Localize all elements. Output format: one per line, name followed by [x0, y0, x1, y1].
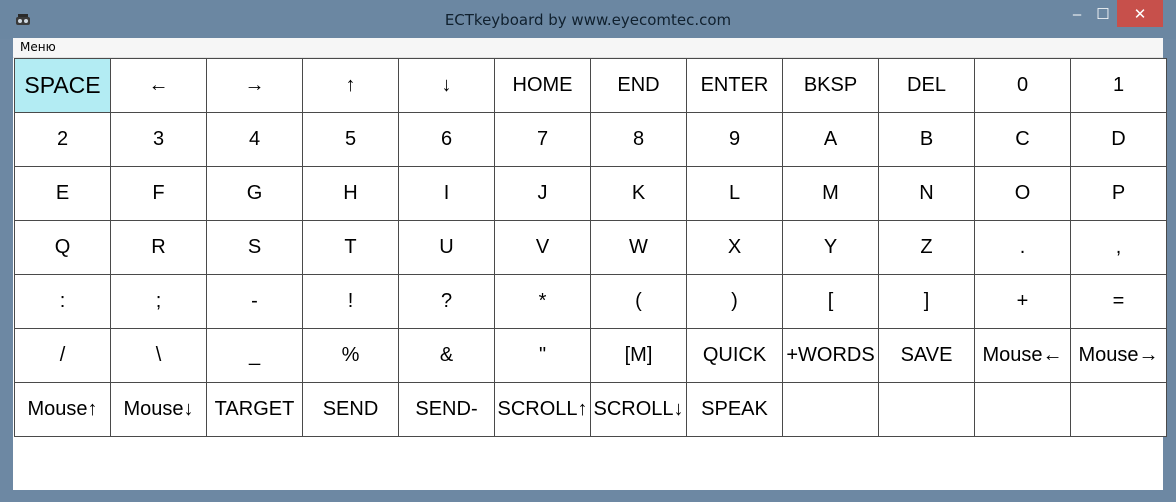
- key[interactable]: 3: [111, 113, 207, 167]
- key[interactable]: P: [1071, 167, 1167, 221]
- key[interactable]: SAVE: [879, 329, 975, 383]
- key[interactable]: Mouse↑: [15, 383, 111, 437]
- key[interactable]: :: [15, 275, 111, 329]
- key[interactable]: R: [111, 221, 207, 275]
- key[interactable]: M: [783, 167, 879, 221]
- key[interactable]: 5: [303, 113, 399, 167]
- key[interactable]: Q: [15, 221, 111, 275]
- key[interactable]: 1: [1071, 59, 1167, 113]
- key[interactable]: Mouse→: [1071, 329, 1167, 383]
- key[interactable]: K: [591, 167, 687, 221]
- key[interactable]: [M]: [591, 329, 687, 383]
- key[interactable]: %: [303, 329, 399, 383]
- key[interactable]: ?: [399, 275, 495, 329]
- key[interactable]: O: [975, 167, 1071, 221]
- key[interactable]: W: [591, 221, 687, 275]
- key[interactable]: ←: [111, 59, 207, 113]
- key[interactable]: 8: [591, 113, 687, 167]
- maximize-button[interactable]: ☐: [1096, 6, 1110, 23]
- key[interactable]: 4: [207, 113, 303, 167]
- empty-key[interactable]: [1071, 383, 1167, 437]
- menu-item-menu[interactable]: Меню: [20, 40, 56, 54]
- key[interactable]: C: [975, 113, 1071, 167]
- key[interactable]: V: [495, 221, 591, 275]
- key[interactable]: *: [495, 275, 591, 329]
- key-grid: [14, 58, 1167, 437]
- key[interactable]: Z: [879, 221, 975, 275]
- key[interactable]: →: [207, 59, 303, 113]
- key[interactable]: SPACE: [15, 59, 111, 113]
- key[interactable]: H: [303, 167, 399, 221]
- key[interactable]: 7: [495, 113, 591, 167]
- key[interactable]: ]: [879, 275, 975, 329]
- key[interactable]: 6: [399, 113, 495, 167]
- key[interactable]: &: [399, 329, 495, 383]
- key[interactable]: ↓: [399, 59, 495, 113]
- window-title: ECTkeyboard by www.eyecomtec.com: [444, 11, 732, 29]
- key[interactable]: (: [591, 275, 687, 329]
- key[interactable]: A: [783, 113, 879, 167]
- key[interactable]: X: [687, 221, 783, 275]
- key[interactable]: N: [879, 167, 975, 221]
- key[interactable]: 2: [15, 113, 111, 167]
- key[interactable]: B: [879, 113, 975, 167]
- close-button[interactable]: ✕: [1117, 0, 1163, 27]
- keyboard-window: [13, 38, 1163, 490]
- key[interactable]: J: [495, 167, 591, 221]
- key[interactable]: .: [975, 221, 1071, 275]
- key[interactable]: ,: [1071, 221, 1167, 275]
- key[interactable]: =: [1071, 275, 1167, 329]
- key[interactable]: T: [303, 221, 399, 275]
- key[interactable]: -: [207, 275, 303, 329]
- key[interactable]: DEL: [879, 59, 975, 113]
- key[interactable]: /: [15, 329, 111, 383]
- key[interactable]: U: [399, 221, 495, 275]
- key[interactable]: +WORDS: [783, 329, 879, 383]
- key[interactable]: D: [1071, 113, 1167, 167]
- title-bar[interactable]: [0, 0, 1176, 39]
- key[interactable]: ↑: [303, 59, 399, 113]
- key[interactable]: [: [783, 275, 879, 329]
- key[interactable]: +: [975, 275, 1071, 329]
- key[interactable]: Mouse←: [975, 329, 1071, 383]
- key[interactable]: 0: [975, 59, 1071, 113]
- key[interactable]: Mouse↓: [111, 383, 207, 437]
- key[interactable]: END: [591, 59, 687, 113]
- key[interactable]: !: [303, 275, 399, 329]
- key[interactable]: SCROLL↑: [495, 383, 591, 437]
- key[interactable]: E: [15, 167, 111, 221]
- empty-key[interactable]: [975, 383, 1071, 437]
- key[interactable]: HOME: [495, 59, 591, 113]
- key[interactable]: BKSP: [783, 59, 879, 113]
- key[interactable]: \: [111, 329, 207, 383]
- empty-key[interactable]: [879, 383, 975, 437]
- key[interactable]: SEND: [303, 383, 399, 437]
- key[interactable]: TARGET: [207, 383, 303, 437]
- key[interactable]: ENTER: [687, 59, 783, 113]
- key[interactable]: SCROLL↓: [591, 383, 687, 437]
- key[interactable]: QUICK: [687, 329, 783, 383]
- key[interactable]: Y: [783, 221, 879, 275]
- minimize-button[interactable]: –: [1072, 5, 1082, 23]
- key[interactable]: _: [207, 329, 303, 383]
- empty-key[interactable]: [783, 383, 879, 437]
- key[interactable]: S: [207, 221, 303, 275]
- key[interactable]: G: [207, 167, 303, 221]
- key[interactable]: 9: [687, 113, 783, 167]
- key[interactable]: SPEAK: [687, 383, 783, 437]
- key[interactable]: F: [111, 167, 207, 221]
- key[interactable]: ;: [111, 275, 207, 329]
- key[interactable]: SEND-: [399, 383, 495, 437]
- key[interactable]: ": [495, 329, 591, 383]
- key[interactable]: L: [687, 167, 783, 221]
- key[interactable]: I: [399, 167, 495, 221]
- key[interactable]: ): [687, 275, 783, 329]
- menu-bar: [13, 38, 1163, 58]
